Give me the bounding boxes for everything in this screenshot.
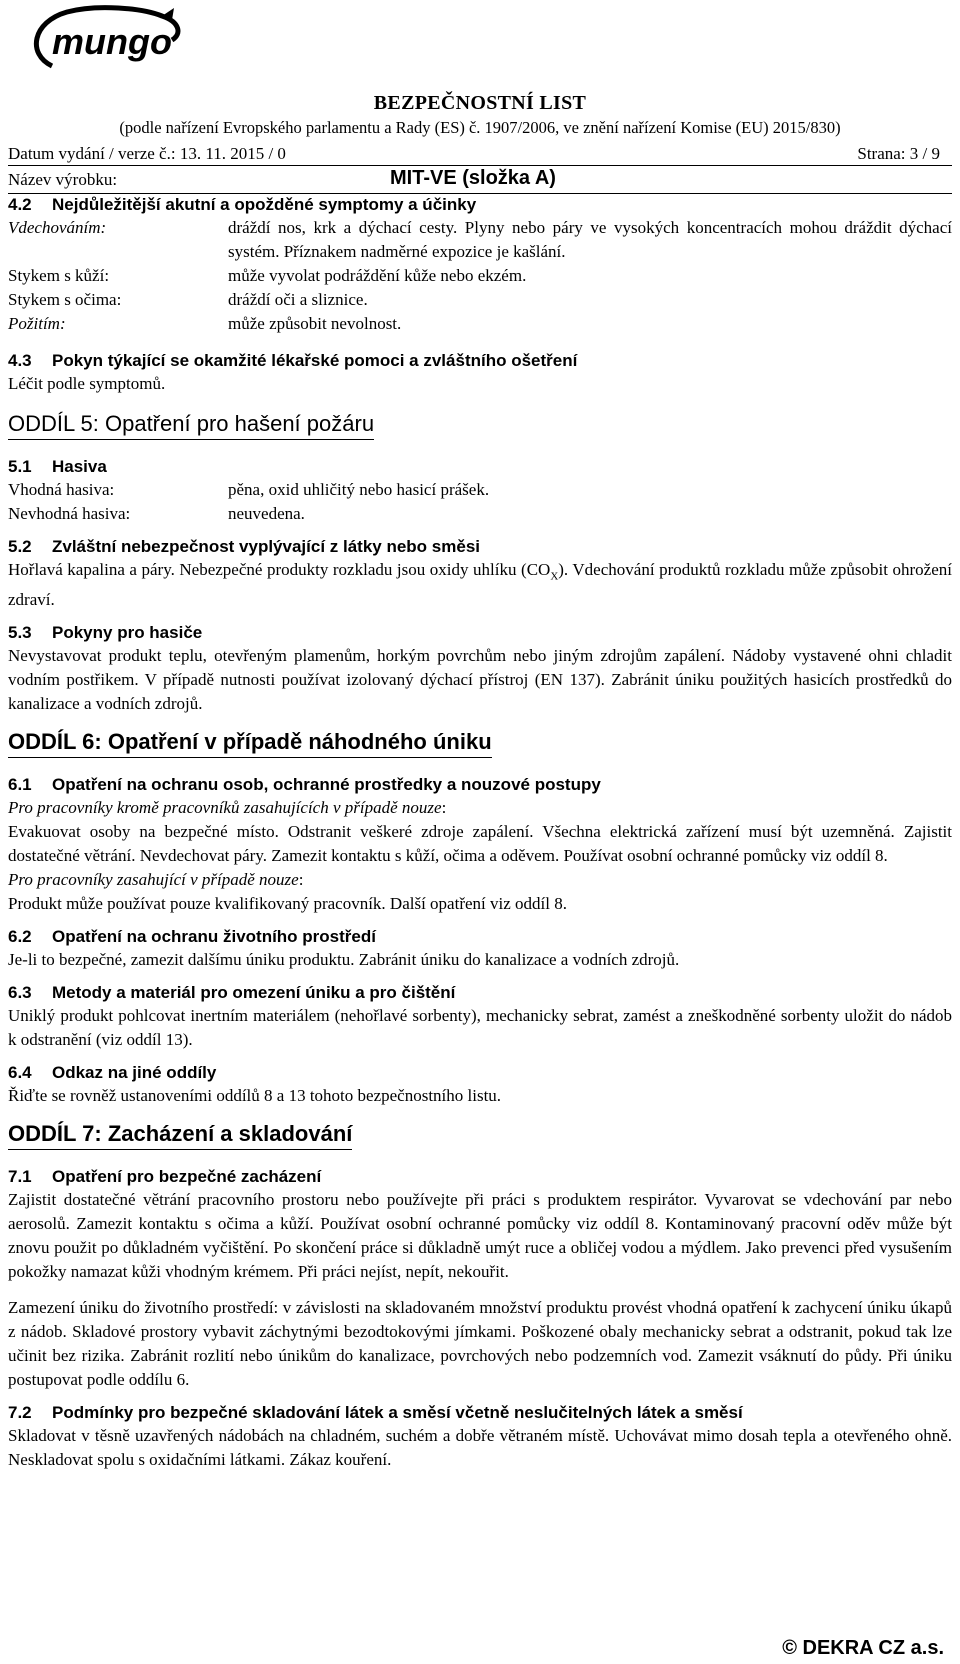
table-row: Vdechováním: dráždí nos, krk a dýchací cesty. Plyny nebo páry ve vysokých koncentracích mohou dráždit dýchací systém. Příznakem nadměrné expozice je kašlání. bbox=[8, 218, 952, 261]
section-7-1-text-a: Zajistit dostatečné větrání pracovního prostoru nebo používejte při práci s produktem respirátor. Vyvarovat se vdechování par nebo aerosolů. Zamezit kontaktu s očima a kůží. Používat osobní ochranné pomůcky viz oddíl 8. Kontaminovaný pracovní oděv může být znovu použit po důkladném vyčištění. Po skončení práce si důkladně umýt ruce a obličej vodou a mýdlem. Jako prevenci před vysušením pokožky namazat kůži vhodným krémem. Při práci nejíst, nepít, nekouřit. bbox=[8, 1190, 952, 1282]
table-row: Požitím: může způsobit nevolnost. bbox=[8, 314, 402, 333]
section-4-3-heading: 4.3 Pokyn týkající se okamžité lékařské pomoci a zvláštního ošetření bbox=[8, 351, 578, 370]
section-7-1-heading: 7.1 Opatření pro bezpečné zacházení bbox=[8, 1167, 322, 1187]
document-title: BEZPEČNOSTNÍ LIST bbox=[373, 92, 587, 114]
section-7-heading: ODDÍL 7: Zacházení a skladování bbox=[8, 1120, 352, 1150]
section-5-3-text: Nevystavovat produkt teplu, otevřeným plamenům, horkým povrchům nebo jiným zdrojům zapálení. Nádoby vystavené ohni chladit vodním postřikem. V případě nutnosti používat izolovaný dýchací přístroj (EN 137). Zabránit úniku použitých hasicích prostředků do kanalizace a vodních zdrojů. bbox=[8, 646, 952, 714]
section-4-3-text: Léčit podle symptomů. bbox=[8, 374, 166, 393]
footer-copyright: © DEKRA CZ a.s. bbox=[782, 1637, 944, 1659]
logo-text: mungo bbox=[52, 21, 172, 62]
product-name: MIT-VE (složka A) bbox=[390, 167, 556, 189]
section-6-1-label-b: Pro pracovníky zasahující v případě nouze: bbox=[8, 870, 304, 890]
product-name-label: Název výrobku: bbox=[8, 170, 118, 189]
section-6-3-text: Uniklý produkt pohlcovat inertním materiálem (nehořlavé sorbenty), mechanicky sebrat, zamést a zneškodněné sorbenty uložit do nádob k odstranění (viz oddíl 13). bbox=[8, 1006, 952, 1050]
section-7-1-text-b: Zamezení úniku do životního prostředí: v závislosti na skladovaném množství produktu provést vhodná opatření k zachycení úniku úkapů z nádob. Skladové prostory vybavit záchytnými bezodtokovými jímkami. Poškozené obaly mechanicky sebrat a odstranit, pokud tak lze učinit bez rizika. Zabránit rozlití nebo únikům do kanalizace, povrchových nebo podzemních vod. Zamezit vsáknutí do půdy. Při úniku postupovat podle oddílu 6. bbox=[8, 1298, 952, 1390]
document-subtitle: (podle nařízení Evropského parlamentu a Rady (ES) č. 1907/2006, ve znění nařízení Komise (EU) 2015/830) bbox=[119, 118, 841, 137]
section-6-4-heading: 6.4 Odkaz na jiné oddíly bbox=[8, 1063, 217, 1083]
section-5-3-heading: 5.3 Pokyny pro hasiče bbox=[8, 623, 203, 643]
header-divider bbox=[8, 165, 952, 166]
mungo-logo bbox=[22, 4, 192, 74]
symptoms-table bbox=[8, 216, 952, 336]
table-row: Stykem s kůží: může vyvolat podráždění kůže nebo ekzém. bbox=[8, 266, 527, 285]
section-6-2-heading: 6.2 Opatření na ochranu životního prostředí bbox=[8, 927, 376, 947]
page-number: Strana: 3 / 9 bbox=[857, 144, 940, 163]
table-row: Nevhodná hasiva: neuvedena. bbox=[8, 504, 305, 523]
section-6-1-text-b: Produkt může používat pouze kvalifikovaný pracovník. Další opatření viz oddíl 8. bbox=[8, 894, 567, 914]
section-5-1-heading: 5.1 Hasiva bbox=[8, 457, 107, 476]
table-row: Vhodná hasiva: pěna, oxid uhličitý nebo hasicí prášek. bbox=[8, 480, 490, 499]
table-row: Stykem s očima: dráždí oči a sliznice. bbox=[8, 290, 368, 309]
section-7-2-text: Skladovat v těsně uzavřených nádobách na chladném, suchém a dobře větraném místě. Uchovávat mimo dosah tepla a otevřeného ohně. Neskladovat spolu s oxidačními látkami. Zákaz kouření. bbox=[8, 1426, 952, 1470]
section-6-1-label-a: Pro pracovníky kromě pracovníků zasahujících v případě nouze: bbox=[8, 798, 447, 818]
section-6-heading: ODDÍL 6: Opatření v případě náhodného úniku bbox=[8, 728, 492, 758]
issue-date: Datum vydání / verze č.: 13. 11. 2015 / 0 bbox=[8, 144, 286, 163]
document-body bbox=[8, 194, 952, 1472]
section-6-4-text: Řiďte se rovněž ustanoveními oddílů 8 a 13 tohoto bezpečnostního listu. bbox=[8, 1086, 502, 1106]
section-7-2-heading: 7.2 Podmínky pro bezpečné skladování látek a směsí včetně neslučitelných látek a směsí bbox=[8, 1403, 743, 1423]
section-6-1-heading: 6.1 Opatření na ochranu osob, ochranné prostředky a nouzové postupy bbox=[8, 775, 601, 795]
section-5-2-heading: 5.2 Zvláštní nebezpečnost vyplývající z látky nebo směsi bbox=[8, 537, 480, 556]
section-6-3-heading: 6.3 Metody a materiál pro omezení úniku a pro čištění bbox=[8, 983, 456, 1003]
section-4-2-heading: 4.2 Nejdůležitější akutní a opožděné symptomy a účinky bbox=[8, 195, 477, 214]
section-6-1-text-a: Evakuovat osoby na bezpečné místo. Odstranit veškeré zdroje zapálení. Všechna elektrická zařízení musí být uzemněná. Zajistit dostatečné větrání. Nevdechovat páry. Zamezit kontaktu s kůží, očima a oděvem. Používat osobní ochranné pomůcky viz oddíl 8. bbox=[8, 822, 952, 866]
section-6-2-text: Je-li to bezpečné, zamezit dalšímu úniku produktu. Zabránit úniku do kanalizace a vodních zdrojů. bbox=[8, 950, 680, 970]
section-5-heading: ODDÍL 5: Opatření pro hašení požáru bbox=[8, 410, 374, 440]
section-5-2-text: Hořlavá kapalina a páry. Nebezpečné produkty rozkladu jsou oxidy uhlíku $(CO_X)$. Vdechování produktů rozkladu může způsobit ohrožení zdraví. bbox=[8, 560, 952, 610]
